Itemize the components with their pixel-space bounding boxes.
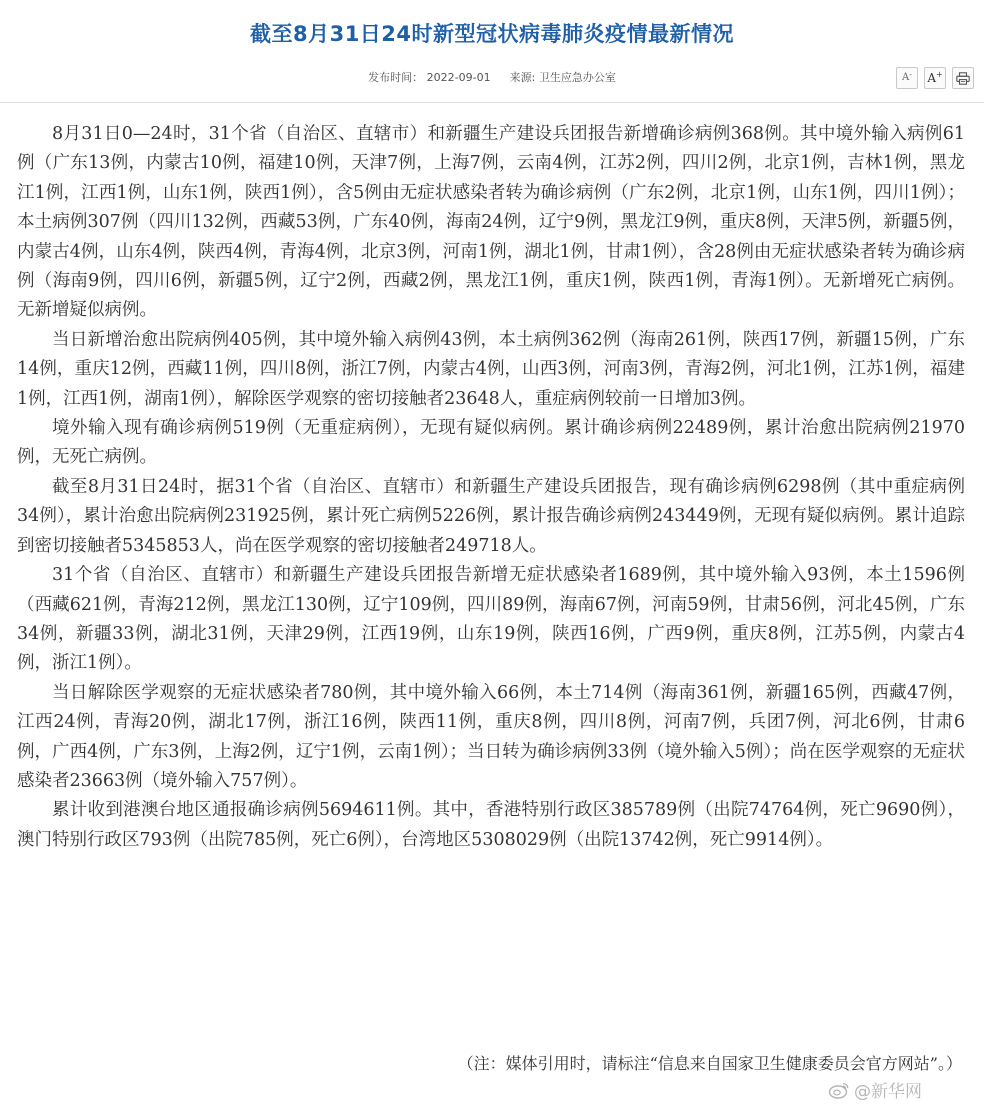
font-larger-button[interactable] [924,67,946,89]
paragraph: 31个省（自治区、直辖市）和新疆生产建设兵团报告新增无症状感染者1689例，其中境外输入93例，本土1596例（西藏621例，青海212例，黑龙江130例，辽宁109例，四川89例，海南67例，河南59例，甘肃56例，河北45例，广东34例，新疆33例，湖北31例，天津29例，江西19例，山东19例，陕西16例，广西9例，重庆8例，江苏5例，内蒙古4例，浙江1例）。 [17,565,965,674]
publish-label: 发布时间： [368,71,424,84]
watermark [828,1077,922,1102]
watermark-text: @新华网 [854,1082,922,1102]
print-button[interactable] [952,67,974,89]
page-title: 截至8月31日24时新型冠状病毒肺炎疫情最新情况 [249,22,735,46]
paragraph: 8月31日0—24时，31个省（自治区、直辖市）和新疆生产建设兵团报告新增确诊病例368例。其中境外输入病例61例（广东13例，内蒙古10例，福建10例，天津7例，上海7例，云南4例，江苏2例，四川2例，北京1例，吉林1例，黑龙江1例，江西1例，山东1例，陕西1例），含5例由无症状感染者转为确诊病例（广东2例，北京1例，山东1例，四川1例）；本土病例307例（四川132例，西藏53例，广东40例，海南24例，辽宁9例，黑龙江9例，重庆8例，天津5例，新疆5例，内蒙古4例，山东4例，陕西4例，青海4例，北京3例，河南1例，湖北1例，甘肃1例），含28例由无症状感染者转为确诊病例（海南9例，四川6例，新疆5例，辽宁2例，西藏2例，黑龙江1例，重庆1例，陕西1例，青海1例）。无新增死亡病例。无新增疑似病例。 [17,124,965,321]
paragraph: 截至8月31日24时，据31个省（自治区、直辖市）和新疆生产建设兵团报告，现有确诊病例6298例（其中重症病例34例），累计治愈出院病例231925例，累计死亡病例5226例，累计报告确诊病例243449例，无现有疑似病例。累计追踪到密切接触者5345853人，尚在医学观察的密切接触者249718人。 [17,476,965,556]
article-meta [0,69,984,85]
article-body [17,120,965,855]
weibo-logo-icon [828,1081,850,1099]
source-label: 来源: [509,71,536,84]
header-divider [0,102,984,103]
paragraph: 累计收到港澳台地区通报确诊病例5694611例。其中，香港特别行政区385789例（出院74764例，死亡9690例），澳门特别行政区793例（出院785例，死亡6例），台湾地区5308029例（出院13742例，死亡9914例）。 [17,800,965,850]
paragraph: 当日解除医学观察的无症状感染者780例，其中境外输入66例，本土714例（海南361例，新疆165例，西藏47例，江西24例，青海20例，湖北17例，浙江16例，陕西11例，重庆8例，四川8例，河南7例，兵团7例，河北6例，甘肃6例，广西4例，广东3例，上海2例，辽宁1例，云南1例）；当日转为确诊病例33例（境外输入5例）；尚在医学观察的无症状感染者23663例（境外输入757例）。 [17,682,965,791]
publish-date: 2022-09-01 [426,71,491,84]
font-smaller-button[interactable] [896,67,918,89]
printer-icon [956,72,970,85]
paragraph: 当日新增治愈出院病例405例，其中境外输入病例43例，本土病例362例（海南261例，陕西17例，新疆15例，广东14例，重庆12例，西藏11例，四川8例，浙江7例，内蒙古4例，山西3例，河南3例，青海2例，河北1例，江苏1例，福建1例，江西1例，湖南1例），解除医学观察的密切接触者23648人，重症病例较前一日增加3例。 [17,329,965,409]
toolbar [896,67,974,89]
source-name: 卫生应急办公室 [538,71,616,84]
font-larger-label: A [927,71,936,85]
paragraph: 境外输入现有确诊病例519例（无重症病例），无现有疑似病例。累计确诊病例22489例，累计治愈出院病例21970例，无死亡病例。 [17,418,965,468]
citation-note: （注：媒体引用时，请标注“信息来自国家卫生健康委员会官方网站”。） [457,1054,962,1073]
font-larger-sup: + [935,69,943,79]
font-smaller-label: A [902,72,910,83]
font-smaller-sup: - [909,69,912,79]
